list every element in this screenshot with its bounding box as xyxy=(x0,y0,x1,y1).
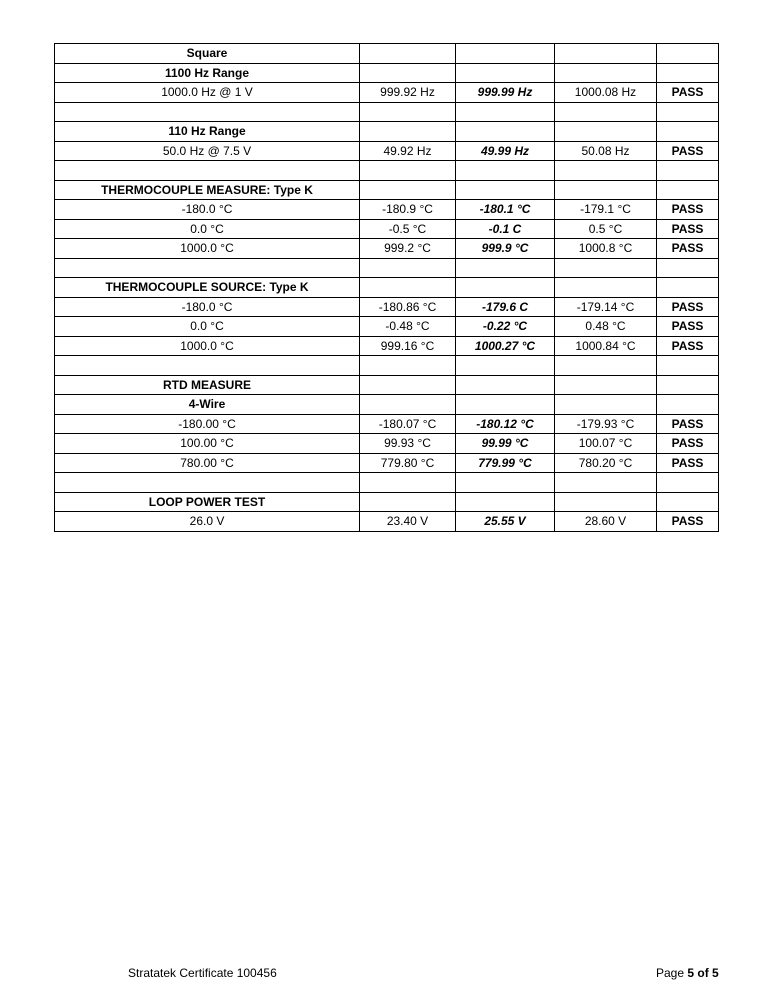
section-heading: THERMOCOUPLE SOURCE: Type K xyxy=(55,278,360,298)
lower-limit-cell: 49.92 Hz xyxy=(360,141,456,161)
table-row xyxy=(55,512,719,532)
empty-cell xyxy=(456,180,555,200)
lower-limit-cell: -0.48 °C xyxy=(360,317,456,337)
blank-row xyxy=(55,356,719,376)
empty-cell xyxy=(657,44,719,64)
page-of: of xyxy=(694,966,713,980)
lower-limit-cell: 999.2 °C xyxy=(360,239,456,259)
upper-limit-cell: -179.93 °C xyxy=(555,414,657,434)
page-number xyxy=(656,966,719,980)
nominal-cell: -180.0 °C xyxy=(55,297,360,317)
empty-cell xyxy=(360,44,456,64)
section-heading-row xyxy=(55,375,719,395)
measured-value-cell: -0.22 °C xyxy=(456,317,555,337)
section-heading-row xyxy=(55,492,719,512)
nominal-cell: 100.00 °C xyxy=(55,434,360,454)
empty-cell xyxy=(360,180,456,200)
nominal-cell: 50.0 Hz @ 7.5 V xyxy=(55,141,360,161)
empty-cell xyxy=(456,395,555,415)
lower-limit-cell: 779.80 °C xyxy=(360,453,456,473)
empty-cell xyxy=(555,122,657,142)
empty-cell xyxy=(555,395,657,415)
empty-cell xyxy=(456,356,555,376)
result-cell: PASS xyxy=(657,512,719,532)
nominal-cell: -180.00 °C xyxy=(55,414,360,434)
empty-cell xyxy=(360,278,456,298)
result-cell: PASS xyxy=(657,219,719,239)
nominal-cell: 0.0 °C xyxy=(55,317,360,337)
measured-value-cell: 99.99 °C xyxy=(456,434,555,454)
lower-limit-cell: 99.93 °C xyxy=(360,434,456,454)
empty-cell xyxy=(360,63,456,83)
section-heading-row xyxy=(55,44,719,64)
result-cell: PASS xyxy=(657,414,719,434)
empty-cell xyxy=(555,473,657,493)
empty-cell xyxy=(657,492,719,512)
empty-cell xyxy=(657,395,719,415)
empty-cell xyxy=(360,258,456,278)
blank-row xyxy=(55,161,719,181)
empty-cell xyxy=(555,161,657,181)
section-heading-row xyxy=(55,180,719,200)
empty-cell xyxy=(360,356,456,376)
empty-cell xyxy=(456,63,555,83)
blank-row xyxy=(55,258,719,278)
section-heading: Square xyxy=(55,44,360,64)
empty-cell xyxy=(456,473,555,493)
table-row xyxy=(55,414,719,434)
upper-limit-cell: -179.1 °C xyxy=(555,200,657,220)
empty-cell xyxy=(555,63,657,83)
measured-value-cell: 999.9 °C xyxy=(456,239,555,259)
upper-limit-cell: 780.20 °C xyxy=(555,453,657,473)
lower-limit-cell: -0.5 °C xyxy=(360,219,456,239)
empty-cell xyxy=(657,63,719,83)
section-heading-row xyxy=(55,122,719,142)
upper-limit-cell: 50.08 Hz xyxy=(555,141,657,161)
blank-row xyxy=(55,102,719,122)
certificate-label: Stratatek Certificate 100456 xyxy=(128,966,277,980)
measured-value-cell: -180.1 °C xyxy=(456,200,555,220)
empty-cell xyxy=(55,356,360,376)
page-total: 5 xyxy=(712,966,719,980)
empty-cell xyxy=(555,356,657,376)
table-row xyxy=(55,219,719,239)
page-current: 5 xyxy=(687,966,695,980)
empty-cell xyxy=(360,492,456,512)
empty-cell xyxy=(657,473,719,493)
empty-cell xyxy=(360,122,456,142)
blank-row xyxy=(55,473,719,493)
empty-cell xyxy=(657,356,719,376)
lower-limit-cell: -180.9 °C xyxy=(360,200,456,220)
empty-cell xyxy=(657,122,719,142)
empty-cell xyxy=(555,258,657,278)
measured-value-cell: 779.99 °C xyxy=(456,453,555,473)
measured-value-cell: -180.12 °C xyxy=(456,414,555,434)
empty-cell xyxy=(657,102,719,122)
table-row xyxy=(55,317,719,337)
nominal-cell: 780.00 °C xyxy=(55,453,360,473)
page-prefix: Page xyxy=(656,966,688,980)
nominal-cell: 0.0 °C xyxy=(55,219,360,239)
measured-value-cell: 999.99 Hz xyxy=(456,83,555,103)
nominal-cell: 1000.0 °C xyxy=(55,239,360,259)
upper-limit-cell: 0.5 °C xyxy=(555,219,657,239)
empty-cell xyxy=(555,102,657,122)
measured-value-cell: -179.6 C xyxy=(456,297,555,317)
empty-cell xyxy=(360,161,456,181)
empty-cell xyxy=(360,473,456,493)
upper-limit-cell: 28.60 V xyxy=(555,512,657,532)
table-row xyxy=(55,141,719,161)
table-row xyxy=(55,239,719,259)
result-cell: PASS xyxy=(657,239,719,259)
measured-value-cell: 49.99 Hz xyxy=(456,141,555,161)
empty-cell xyxy=(657,278,719,298)
lower-limit-cell: -180.86 °C xyxy=(360,297,456,317)
empty-cell xyxy=(657,375,719,395)
empty-cell xyxy=(555,492,657,512)
section-heading: RTD MEASURE xyxy=(55,375,360,395)
empty-cell xyxy=(555,375,657,395)
upper-limit-cell: 0.48 °C xyxy=(555,317,657,337)
empty-cell xyxy=(555,278,657,298)
lower-limit-cell: 999.16 °C xyxy=(360,336,456,356)
empty-cell xyxy=(555,180,657,200)
section-heading: LOOP POWER TEST xyxy=(55,492,360,512)
result-cell: PASS xyxy=(657,83,719,103)
result-cell: PASS xyxy=(657,434,719,454)
table-row xyxy=(55,83,719,103)
upper-limit-cell: -179.14 °C xyxy=(555,297,657,317)
empty-cell xyxy=(657,258,719,278)
result-cell: PASS xyxy=(657,453,719,473)
upper-limit-cell: 1000.8 °C xyxy=(555,239,657,259)
table-row xyxy=(55,434,719,454)
empty-cell xyxy=(555,44,657,64)
result-cell: PASS xyxy=(657,317,719,337)
empty-cell xyxy=(456,102,555,122)
calibration-results-table xyxy=(54,43,719,532)
upper-limit-cell: 100.07 °C xyxy=(555,434,657,454)
empty-cell xyxy=(657,180,719,200)
result-cell: PASS xyxy=(657,200,719,220)
measured-value-cell: 1000.27 °C xyxy=(456,336,555,356)
table-row xyxy=(55,297,719,317)
nominal-cell: 26.0 V xyxy=(55,512,360,532)
result-cell: PASS xyxy=(657,297,719,317)
nominal-cell: 1000.0 °C xyxy=(55,336,360,356)
upper-limit-cell: 1000.84 °C xyxy=(555,336,657,356)
empty-cell xyxy=(456,375,555,395)
empty-cell xyxy=(456,161,555,181)
empty-cell xyxy=(456,44,555,64)
empty-cell xyxy=(456,278,555,298)
empty-cell xyxy=(360,395,456,415)
section-heading-row xyxy=(55,395,719,415)
result-cell: PASS xyxy=(657,336,719,356)
section-heading: THERMOCOUPLE MEASURE: Type K xyxy=(55,180,360,200)
lower-limit-cell: -180.07 °C xyxy=(360,414,456,434)
section-heading-row xyxy=(55,63,719,83)
section-heading-row xyxy=(55,278,719,298)
empty-cell xyxy=(456,258,555,278)
empty-cell xyxy=(55,161,360,181)
calibration-results-body xyxy=(55,44,719,532)
table-row xyxy=(55,200,719,220)
measured-value-cell: -0.1 C xyxy=(456,219,555,239)
section-heading: 4-Wire xyxy=(55,395,360,415)
empty-cell xyxy=(456,122,555,142)
result-cell: PASS xyxy=(657,141,719,161)
upper-limit-cell: 1000.08 Hz xyxy=(555,83,657,103)
lower-limit-cell: 999.92 Hz xyxy=(360,83,456,103)
section-heading: 110 Hz Range xyxy=(55,122,360,142)
empty-cell xyxy=(657,161,719,181)
empty-cell xyxy=(360,375,456,395)
nominal-cell: 1000.0 Hz @ 1 V xyxy=(55,83,360,103)
nominal-cell: -180.0 °C xyxy=(55,200,360,220)
empty-cell xyxy=(55,258,360,278)
lower-limit-cell: 23.40 V xyxy=(360,512,456,532)
section-heading: 1100 Hz Range xyxy=(55,63,360,83)
measured-value-cell: 25.55 V xyxy=(456,512,555,532)
table-row xyxy=(55,453,719,473)
table-row xyxy=(55,336,719,356)
empty-cell xyxy=(55,473,360,493)
empty-cell xyxy=(360,102,456,122)
empty-cell xyxy=(55,102,360,122)
empty-cell xyxy=(456,492,555,512)
